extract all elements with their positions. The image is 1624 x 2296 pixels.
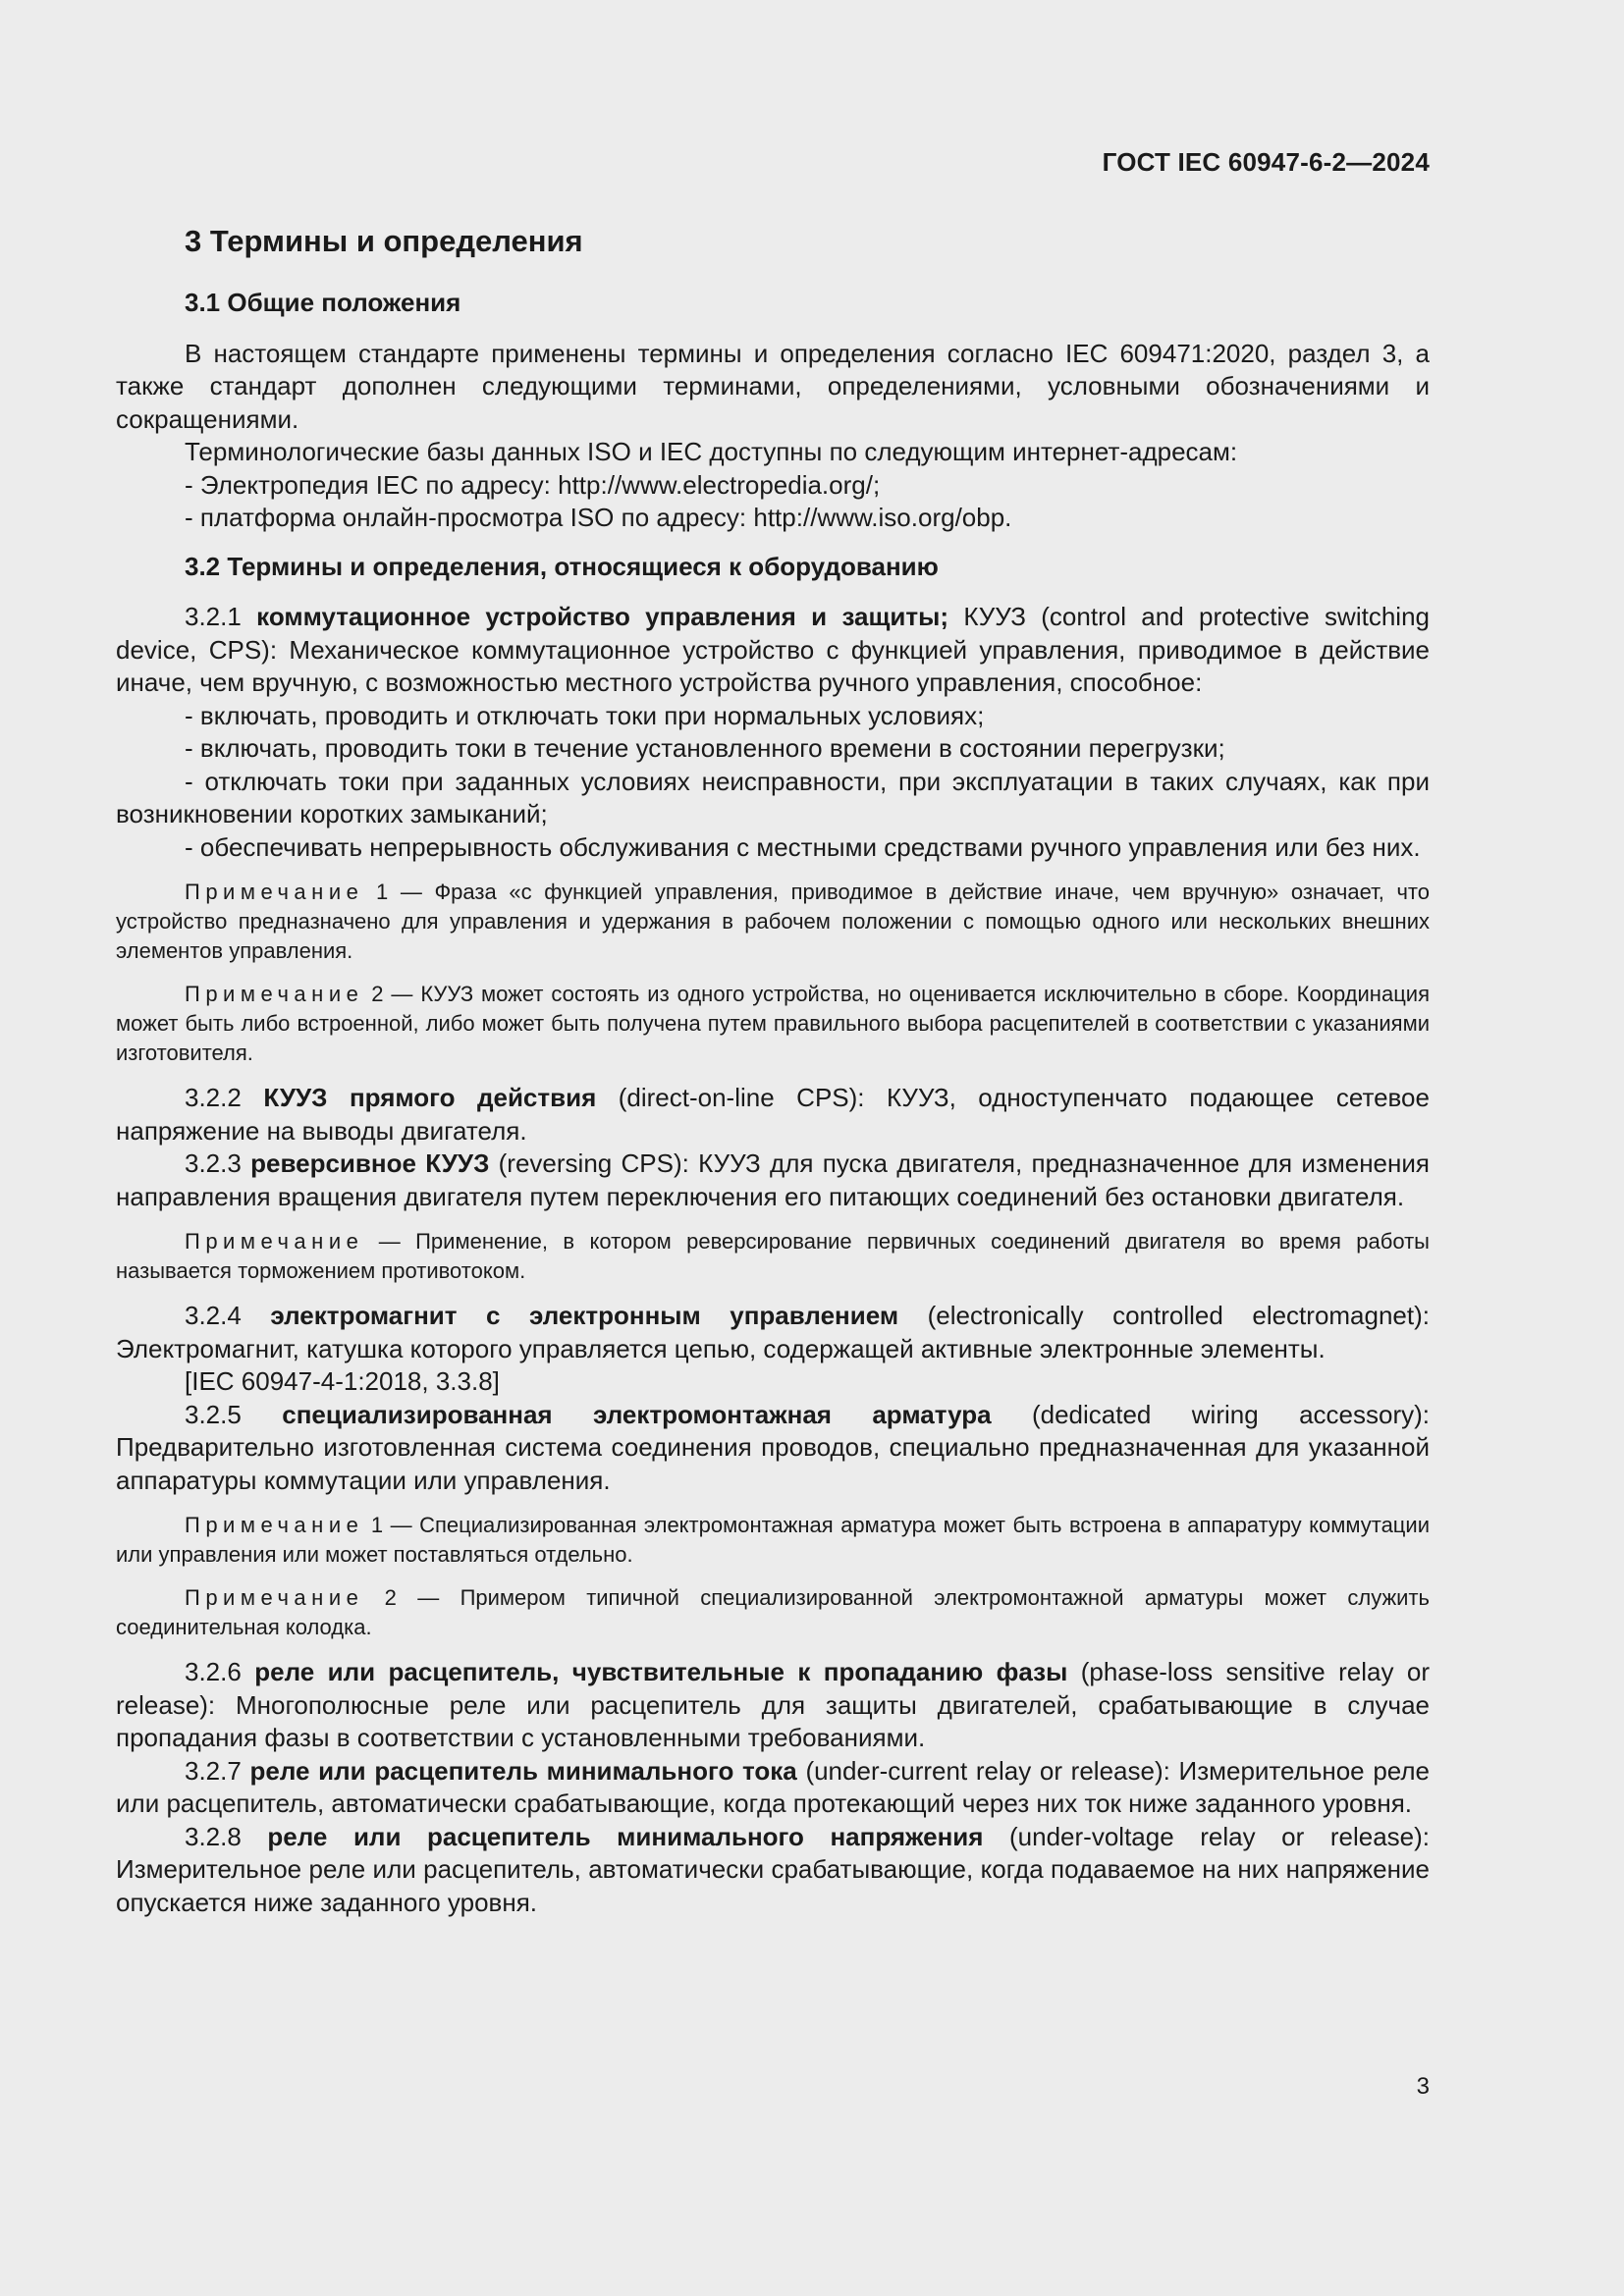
term-3-2-2 [116, 1082, 1430, 1148]
note-text: 2 — КУУЗ может состоять из одного устройства, но оценивается исключительно в сборе. Координация может быть либо встроенной, либо может быть получена путем правильного выбора расцепителей в соответствии с указаниями изготовителя. [116, 982, 1430, 1065]
list-item-electropedia: - Электропедия IEC по адресу: http://www.electropedia.org/; [185, 469, 881, 500]
note-3-2-5-2 [116, 1583, 1430, 1642]
list-item: - отключать токи при заданных условиях неисправности, при эксплуатации в таких случаях, как при возникновении коротких замыканий; [116, 766, 1430, 828]
note-text: 1 — Специализированная электромонтажная арматура может быть встроена в аппаратуру коммутации или управления или может поставляться отдельно. [116, 1513, 1430, 1567]
term-number: 3.2.4 [185, 1301, 271, 1330]
term-definition: (electronically controlled electromagnet): Электромагнит, катушка которого управляется цепью, содержащей активные электронные элементы. [116, 1301, 1431, 1363]
page-number: 3 [1416, 2073, 1430, 2100]
term-number: 3.2.2 [185, 1083, 264, 1112]
term-name: реверсивное КУУЗ [250, 1148, 490, 1178]
term-name: КУУЗ прямого действия [263, 1083, 597, 1112]
note-text: 2 — Примером типичной специализированной электромонтажной арматуры может служить соединительная колодка. [116, 1585, 1430, 1639]
note-3-2-1-2 [116, 980, 1430, 1068]
term-name: реле или расцепитель минимального напряжения [267, 1821, 984, 1851]
term-number: 3.2.5 [185, 1399, 283, 1429]
section-3-2-title: 3.2 Термины и определения, относящиеся к оборудованию [185, 551, 939, 581]
paragraph-3-1-databases: Терминологические базы данных ISO и IEC доступны по следующим интернет-адресам: [185, 437, 1238, 466]
term-definition: (dedicated wiring accessory): Предварительно изготовленная система соединения проводов, специально предназначенная для указанной аппаратуры коммутации или управления. [116, 1399, 1430, 1495]
term-definition: (under-current relay or release): Измерительное реле или расцепитель, автоматически срабатывающие, когда протекающий через них ток ниже заданного уровня. [116, 1755, 1431, 1818]
note-text: — Применение, в котором реверсирование первичных соединений двигателя во время работы называется торможением противотоком. [116, 1229, 1430, 1283]
paragraph-3-1-intro: В настоящем стандарте применены термины и определения согласно IEC 609471:2020, раздел 3, а также стандарт дополнен следующими терминами, определениями, условными обозначениями и сокращениями. [116, 338, 1430, 434]
note-label: Примечание [185, 880, 364, 904]
page-content [116, 222, 1430, 1919]
note-3-2-5-1 [116, 1511, 1430, 1570]
term-name: коммутационное устройство управления и защиты; [256, 602, 949, 631]
term-number: 3.2.7 [185, 1755, 250, 1786]
list-item: - включать, проводить токи в течение установленного времени в состоянии перегрузки; [185, 733, 1225, 763]
note-label: Примечание [185, 1229, 364, 1254]
term-3-2-8 [116, 1821, 1430, 1920]
term-3-2-4 [116, 1300, 1430, 1365]
term-3-2-1 [116, 601, 1430, 700]
note-3-2-1-1 [116, 878, 1430, 966]
term-3-2-7 [116, 1755, 1430, 1821]
note-label: Примечание [185, 1513, 364, 1537]
term-name: электромагнит с электронным управлением [270, 1301, 899, 1330]
term-name: реле или расцепитель, чувствительные к пропаданию фазы [254, 1657, 1068, 1686]
section-3-1-title: 3.1 Общие положения [185, 288, 461, 317]
term-3-2-3 [116, 1148, 1430, 1213]
term-3-2-4-source: [IEC 60947-4-1:2018, 3.3.8] [185, 1366, 500, 1396]
note-label: Примечание [185, 1585, 364, 1610]
note-3-2-3 [116, 1227, 1430, 1286]
term-3-2-5 [116, 1399, 1430, 1498]
list-item-iso-obp: - платформа онлайн-просмотра ISO по адресу: http://www.iso.org/obp. [185, 503, 1012, 532]
term-definition: (direct-on-line CPS): КУУЗ, одноступенчато подающее сетевое напряжение на выводы двигателя. [116, 1083, 1430, 1146]
term-definition: (phase-loss sensitive relay or release): Многополюсные реле или расцепитель для защиты двигателей, срабатывающие в случае пропадания фазы в соответствии с установленными требованиями. [116, 1657, 1430, 1752]
term-definition: (under-voltage relay or release): Измерительное реле или расцепитель, автоматически срабатывающие, когда подаваемое на них напряжение опускается ниже заданного уровня. [116, 1821, 1430, 1917]
list-item: - обеспечивать непрерывность обслуживания с местными средствами ручного управления или без них. [185, 831, 1421, 862]
term-number: 3.2.8 [185, 1821, 268, 1851]
term-number: 3.2.1 [185, 602, 257, 631]
term-name: реле или расцепитель минимального тока [249, 1755, 797, 1786]
note-label: Примечание [185, 982, 364, 1006]
section-3-title: 3 Термины и определения [185, 224, 583, 258]
term-number: 3.2.6 [185, 1657, 255, 1686]
document-header-id: ГОСТ IEC 60947-6-2—2024 [1102, 147, 1430, 177]
term-3-2-6 [116, 1656, 1430, 1755]
list-item: - включать, проводить и отключать токи при нормальных условиях; [185, 700, 985, 730]
term-definition: (reversing CPS): КУУЗ для пуска двигателя, предназначенное для изменения направления вращения двигателя путем переключения его питающих соединений без остановки двигателя. [116, 1148, 1430, 1211]
term-definition: КУУЗ (control and protective switching device, CPS): Механическое коммутационное устройство с функцией управления, приводимое в действие иначе, чем вручную, с возможностью местного устройства ручного управления, способное: [116, 602, 1430, 697]
note-text: 1 — Фраза «с функцией управления, приводимое в действие иначе, чем вручную» означает, что устройство предназначено для управления и удержания в рабочем положении с помощью одного или нескольких внешних элементов управления. [116, 880, 1430, 963]
term-name: специализированная электромонтажная арматура [282, 1399, 992, 1429]
term-number: 3.2.3 [185, 1148, 251, 1178]
